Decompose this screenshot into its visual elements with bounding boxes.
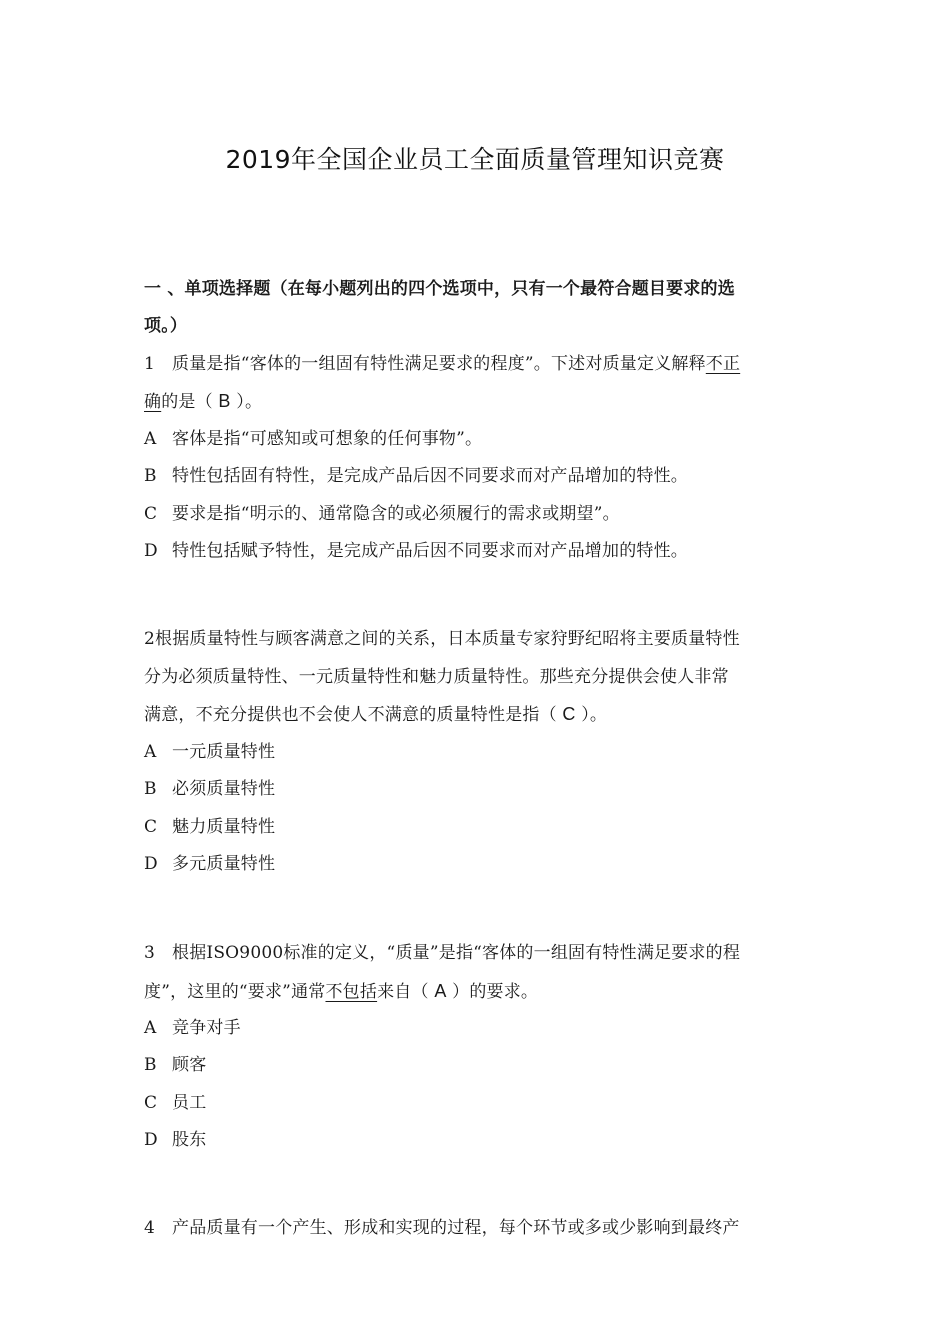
question-2-line-2: 分为必须质量特性、一元质量特性和魅力质量特性。那些充分提供会使人非常 [144, 667, 729, 687]
option-letter: B [144, 779, 157, 799]
question-1-underlined-b: 确 [144, 392, 162, 412]
question-1-underlined-a: 不正 [705, 354, 741, 374]
question-4-number: 4 [144, 1218, 156, 1238]
option-letter: A [144, 742, 157, 762]
question-3-option [144, 1053, 206, 1077]
option-letter: C [144, 504, 158, 524]
option-letter: B [144, 466, 157, 486]
option-text: 客体是指“可感知或可想象的任何事物”。 [172, 429, 483, 449]
question-4-text-a: 产品质量有一个产生、形成和实现的过程，每个环节或多或少影响到最终产 [172, 1218, 740, 1238]
question-2-text-b: ）。 [575, 705, 608, 725]
question-2-text-a: 满意，不充分提供也不会使人不满意的质量特性是指（ [144, 705, 563, 725]
option-text: 一元质量特性 [172, 742, 276, 762]
question-1-answer: B [218, 391, 231, 411]
option-text: 特性包括固有特性，是完成产品后因不同要求而对产品增加的特性。 [172, 466, 688, 486]
question-3-answer: A [434, 981, 447, 1001]
question-1-text-c: ）。 [230, 392, 263, 412]
option-letter: A [144, 429, 157, 449]
question-3-number: 3 [144, 943, 156, 963]
option-text: 顾客 [172, 1055, 207, 1075]
question-1-line-1 [144, 352, 740, 376]
question-3-option [144, 1128, 206, 1152]
option-text: 股东 [172, 1130, 207, 1150]
question-2-answer: C [562, 704, 576, 724]
option-letter: D [144, 854, 158, 874]
question-3-text-b: 度”，这里的“要求”通常 [144, 982, 326, 1002]
option-letter: D [144, 541, 158, 561]
option-text: 魅力质量特性 [172, 817, 276, 837]
question-1-number: 1 [144, 354, 156, 374]
question-2-option [144, 740, 275, 764]
question-3-underlined: 不包括 [325, 982, 378, 1002]
option-text: 要求是指“明示的、通常隐含的或必须履行的需求或期望”。 [172, 504, 620, 524]
question-2-option [144, 815, 275, 839]
option-text: 特性包括赋予特性，是完成产品后因不同要求而对产品增加的特性。 [172, 541, 688, 561]
question-1-option [144, 502, 620, 526]
question-3-option [144, 1091, 206, 1115]
question-2-option [144, 852, 275, 876]
option-text: 竞争对手 [172, 1018, 241, 1038]
question-3-text-d: ）的要求。 [446, 982, 539, 1002]
option-text: 必须质量特性 [172, 779, 276, 799]
section-heading-line-1: 一 、单项选择题（在每小题列出的四个选项中，只有一个最符合题目要求的选 [144, 279, 735, 299]
question-1-option [144, 427, 482, 451]
question-1-option [144, 539, 688, 563]
option-letter: A [144, 1018, 157, 1038]
question-1-line-2 [144, 389, 262, 414]
question-3-line-2 [144, 979, 538, 1004]
question-1-text-a: 质量是指“客体的一组固有特性满足要求的程度”。下述对质量定义解释 [172, 354, 706, 374]
question-3-line-1 [144, 941, 740, 965]
question-2-option [144, 777, 275, 801]
question-3-option [144, 1016, 241, 1040]
option-letter: C [144, 1093, 158, 1113]
option-letter: B [144, 1055, 157, 1075]
question-2-line-3 [144, 702, 607, 727]
question-4-line-1 [144, 1216, 740, 1240]
question-2-line-1: 2根据质量特性与顾客满意之间的关系，日本质量专家狩野纪昭将主要质量特性 [144, 629, 740, 649]
option-letter: C [144, 817, 158, 837]
option-text: 员工 [172, 1093, 207, 1113]
question-3-text-a: 根据ISO9000标准的定义，“质量”是指“客体的一组固有特性满足要求的程 [172, 943, 741, 963]
section-heading-line-2: 项。） [144, 316, 188, 336]
question-1-text-b: 的是（ [161, 392, 219, 412]
option-letter: D [144, 1130, 158, 1150]
document-title: 2019年全国企业员工全面质量管理知识竞赛 [225, 145, 725, 174]
question-3-text-c: 来自（ [377, 982, 435, 1002]
question-1-option [144, 464, 688, 488]
option-text: 多元质量特性 [172, 854, 276, 874]
